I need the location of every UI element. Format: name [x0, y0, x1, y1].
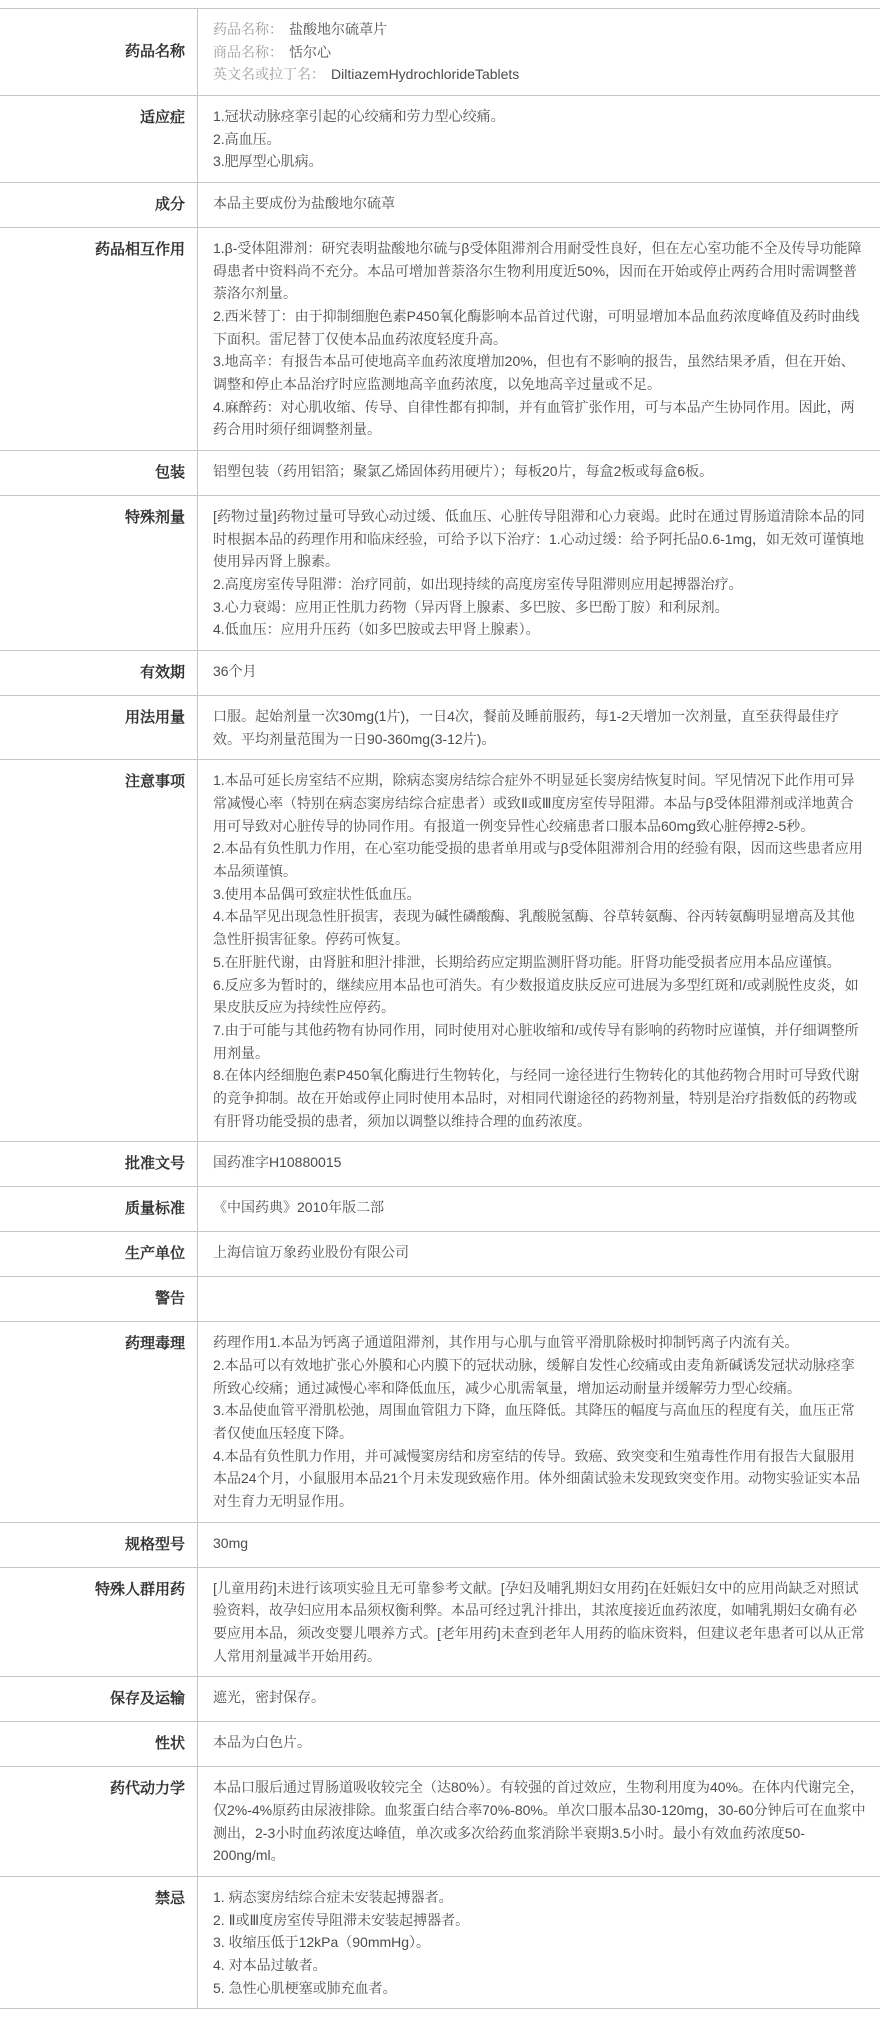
- paragraph: 3.地高辛：有报告本品可使地高辛血药浓度增加20%，但也有不影响的报告，虽然结果矛盾，但在开始、调整和停止本品治疗时应监测地高辛血药浓度，以免地高辛过量或不足。: [213, 350, 866, 395]
- row-label-warning: 警告: [0, 1277, 198, 1322]
- paragraph: 36个月: [213, 660, 866, 683]
- row-label-drug-interactions: 药品相互作用: [0, 228, 198, 451]
- row-label-special-dosage: 特殊剂量: [0, 496, 198, 651]
- row-content-special-dosage: [198, 496, 880, 651]
- field-value: DiltiazemHydrochlorideTablets: [331, 66, 519, 82]
- field-key: 药品名称：: [213, 21, 283, 37]
- row-content-packaging: [198, 451, 880, 496]
- paragraph: 1.本品可延长房室结不应期，除病态窦房结综合症外不明显延长窦房结恢复时间。罕见情况下此作用可异常减慢心率（特别在病态窦房结综合症患者）或致Ⅱ或Ⅲ度房室传导阻滞。本品与β受体阻滞剂或洋地黄合用可导致对心脏传导的协同作用。有报道一例变异性心绞痛患者口服本品60mg致心脏停搏2-5秒。: [213, 769, 866, 837]
- table-row-precautions: [0, 760, 880, 1142]
- row-content-drug-interactions: [198, 228, 880, 451]
- table-row-manufacturer: [0, 1232, 880, 1277]
- table-row-quality-standard: [0, 1187, 880, 1232]
- paragraph: 2. Ⅱ或Ⅲ度房室传导阻滞未安装起搏器者。: [213, 1909, 866, 1932]
- row-label-packaging: 包装: [0, 451, 198, 496]
- field-line-drug-name-2: [213, 63, 866, 86]
- paragraph: 药理作用1.本品为钙离子通道阻滞剂，其作用与心肌与血管平滑肌除极时抑制钙离子内流有关。: [213, 1331, 866, 1354]
- paragraph: 3.本品使血管平滑肌松弛，周围血管阻力下降，血压降低。其降压的幅度与高血压的程度有关，血压正常者仅使血压轻度下降。: [213, 1399, 866, 1444]
- paragraph: 6.反应多为暂时的，继续应用本品也可消失。有少数报道皮肤反应可进展为多型红斑和/或剥脱性皮炎，如果皮肤反应为持续性应停药。: [213, 974, 866, 1019]
- paragraph: 本品为白色片。: [213, 1731, 866, 1754]
- paragraph: 国药准字H10880015: [213, 1151, 866, 1174]
- table-row-specification: [0, 1522, 880, 1567]
- table-row-drug-interactions: [0, 228, 880, 451]
- table-row-special-dosage: [0, 496, 880, 651]
- paragraph: 5.在肝脏代谢，由肾脏和胆汁排泄，长期给药应定期监测肝肾功能。肝肾功能受损者应用本品应谨慎。: [213, 951, 866, 974]
- field-line-drug-name-1: [213, 41, 866, 64]
- table-row-dosage-usage: [0, 696, 880, 760]
- field-key: 英文名或拉丁名：: [213, 66, 325, 82]
- field-key: 商品名称：: [213, 44, 283, 60]
- paragraph: [药物过量]药物过量可导致心动过缓、低血压、心脏传导阻滞和心力衰竭。此时在通过胃肠道清除本品的同时根据本品的药理作用和临床经验，可给予以下治疗：1.心动过缓：给予阿托品0.6-1mg，如无效可谨慎地使用异丙肾上腺素。: [213, 505, 866, 573]
- row-label-precautions: 注意事项: [0, 760, 198, 1142]
- row-label-drug-name: 药品名称: [0, 9, 198, 96]
- row-content-validity-period: [198, 651, 880, 696]
- row-label-special-populations: 特殊人群用药: [0, 1567, 198, 1677]
- row-label-pharmacology-toxicology: 药理毒理: [0, 1322, 198, 1522]
- field-value: 恬尔心: [289, 44, 331, 60]
- row-label-composition: 成分: [0, 183, 198, 228]
- row-label-validity-period: 有效期: [0, 651, 198, 696]
- field-line-drug-name-0: [213, 18, 866, 41]
- row-label-specification: 规格型号: [0, 1522, 198, 1567]
- paragraph: 2.本品有负性肌力作用，在心室功能受损的患者单用或与β受体阻滞剂合用的经验有限，因而这些患者应用本品须谨慎。: [213, 837, 866, 882]
- table-row-contraindications: [0, 1876, 880, 2008]
- row-content-warning: [198, 1277, 880, 1322]
- row-content-manufacturer: [198, 1232, 880, 1277]
- table-row-drug-name: [0, 9, 880, 96]
- paragraph: 铝塑包装（药用铝箔；聚氯乙烯固体药用硬片）；每板20片，每盒2板或每盒6板。: [213, 460, 866, 483]
- paragraph: 1.冠状动脉痉挛引起的心绞痛和劳力型心绞痛。: [213, 105, 866, 128]
- row-content-composition: [198, 183, 880, 228]
- row-content-pharmacokinetics: [198, 1767, 880, 1877]
- paragraph: 遮光，密封保存。: [213, 1686, 866, 1709]
- paragraph: 8.在体内经细胞色素P450氧化酶进行生物转化，与经同一途径进行生物转化的其他药物合用时可导致代谢的竞争抑制。故在开始或停止同时使用本品时，对相同代谢途径的药物剂量，特别是治疗指数低的药物或有肝肾功能受损的患者，须加以调整以维持合理的血药浓度。: [213, 1064, 866, 1132]
- paragraph: 4.低血压：应用升压药（如多巴胺或去甲肾上腺素）。: [213, 618, 866, 641]
- paragraph: 5. 急性心肌梗塞或肺充血者。: [213, 1977, 866, 2000]
- row-label-indications: 适应症: [0, 96, 198, 183]
- paragraph: 《中国药典》2010年版二部: [213, 1196, 866, 1219]
- row-label-storage-transport: 保存及运输: [0, 1677, 198, 1722]
- drug-info-table: [0, 8, 880, 2009]
- table-row-storage-transport: [0, 1677, 880, 1722]
- table-row-pharmacokinetics: [0, 1767, 880, 1877]
- paragraph: 4.麻醉药：对心肌收缩、传导、自律性都有抑制，并有血管扩张作用，可与本品产生协同作用。因此，两药合用时须仔细调整剂量。: [213, 396, 866, 441]
- table-row-validity-period: [0, 651, 880, 696]
- row-label-contraindications: 禁忌: [0, 1876, 198, 2008]
- row-content-pharmacology-toxicology: [198, 1322, 880, 1522]
- paragraph: 4. 对本品过敏者。: [213, 1954, 866, 1977]
- row-content-quality-standard: [198, 1187, 880, 1232]
- paragraph: 2.本品可以有效地扩张心外膜和心内膜下的冠状动脉，缓解自发性心绞痛或由麦角新碱诱发冠状动脉痉挛所致心绞痛；通过减慢心率和降低血压，减少心肌需氧量，增加运动耐量并缓解劳力型心绞痛。: [213, 1354, 866, 1399]
- paragraph: 3.肥厚型心肌病。: [213, 150, 866, 173]
- row-label-pharmacokinetics: 药代动力学: [0, 1767, 198, 1877]
- table-row-special-populations: [0, 1567, 880, 1677]
- paragraph: 3. 收缩压低于12kPa（90mmHg）。: [213, 1931, 866, 1954]
- row-content-indications: [198, 96, 880, 183]
- row-content-storage-transport: [198, 1677, 880, 1722]
- row-content-appearance: [198, 1722, 880, 1767]
- table-row-composition: [0, 183, 880, 228]
- field-value: 盐酸地尔硫䓬片: [289, 21, 387, 37]
- paragraph: 4.本品罕见出现急性肝损害，表现为碱性磷酸酶、乳酸脱氢酶、谷草转氨酶、谷丙转氨酶明显增高及其他急性肝损害征象。停药可恢复。: [213, 905, 866, 950]
- drug-info-table-body: [0, 9, 880, 2009]
- paragraph: [儿童用药]未进行该项实验且无可靠参考文献。[孕妇及哺乳期妇女用药]在妊娠妇女中的应用尚缺乏对照试验资料，故孕妇应用本品须权衡利弊。本品可经过乳汁排出，其浓度接近血药浓度，如哺乳期妇女确有必要应用本品，须改变婴儿喂养方式。[老年用药]未查到老年人用药的临床资料，但建议老年患者可以从正常人常用剂量减半开始用药。: [213, 1577, 866, 1668]
- paragraph: 3.使用本品偶可致症状性低血压。: [213, 883, 866, 906]
- row-label-appearance: 性状: [0, 1722, 198, 1767]
- paragraph: 3.心力衰竭：应用正性肌力药物（异丙肾上腺素、多巴胺、多巴酚丁胺）和利尿剂。: [213, 596, 866, 619]
- row-label-quality-standard: 质量标准: [0, 1187, 198, 1232]
- table-row-warning: [0, 1277, 880, 1322]
- paragraph: 4.本品有负性肌力作用，并可减慢窦房结和房室结的传导。致癌、致突变和生殖毒性作用有报告大鼠服用本品24个月，小鼠服用本品21个月未发现致癌作用。体外细菌试验未发现致突变作用。动物实验证实本品对生育力无明显作用。: [213, 1445, 866, 1513]
- paragraph: 上海信谊万象药业股份有限公司: [213, 1241, 866, 1264]
- paragraph: 本品主要成份为盐酸地尔硫䓬: [213, 192, 866, 215]
- table-row-pharmacology-toxicology: [0, 1322, 880, 1522]
- row-label-dosage-usage: 用法用量: [0, 696, 198, 760]
- row-content-drug-name: [198, 9, 880, 96]
- row-content-specification: [198, 1522, 880, 1567]
- table-row-packaging: [0, 451, 880, 496]
- paragraph: 口服。起始剂量一次30mg(1片)，一日4次，餐前及睡前服药，每1-2天增加一次剂量，直至获得最佳疗效。平均剂量范围为一日90-360mg(3-12片)。: [213, 705, 866, 750]
- paragraph: 7.由于可能与其他药物有协同作用，同时使用对心脏收缩和/或传导有影响的药物时应谨慎，并仔细调整所用剂量。: [213, 1019, 866, 1064]
- paragraph: 30mg: [213, 1532, 866, 1555]
- row-content-special-populations: [198, 1567, 880, 1677]
- table-row-indications: [0, 96, 880, 183]
- paragraph: 2.西米替丁：由于抑制细胞色素P450氧化酶影响本品首过代谢，可明显增加本品血药浓度峰值及药时曲线下面积。雷尼替丁仅使本品血药浓度轻度升高。: [213, 305, 866, 350]
- row-content-contraindications: [198, 1876, 880, 2008]
- paragraph: 2.高度房室传导阻滞：治疗同前，如出现持续的高度房室传导阻滞则应用起搏器治疗。: [213, 573, 866, 596]
- row-content-dosage-usage: [198, 696, 880, 760]
- row-content-precautions: [198, 760, 880, 1142]
- row-label-approval-number: 批准文号: [0, 1142, 198, 1187]
- paragraph: 1.β-受体阻滞剂：研究表明盐酸地尔硫与β受体阻滞剂合用耐受性良好，但在左心室功能不全及传导功能障碍患者中资料尚不充分。本品可增加普萘洛尔生物利用度近50%，因而在开始或停止两药合用时需调整普萘洛尔剂量。: [213, 237, 866, 305]
- row-label-manufacturer: 生产单位: [0, 1232, 198, 1277]
- paragraph: 1. 病态窦房结综合症未安装起搏器者。: [213, 1886, 866, 1909]
- row-content-approval-number: [198, 1142, 880, 1187]
- paragraph: 本品口服后通过胃肠道吸收较完全（达80%）。有较强的首过效应，生物利用度为40%。在体内代谢完全，仅2%-4%原药由尿液排除。血浆蛋白结合率70%-80%。单次口服本品30-120mg，30-60分钟后可在血浆中测出，2-3小时血药浓度达峰值，单次或多次给药血浆消除半衰期3.5小时。最小有效血药浓度50-200ng/ml。: [213, 1776, 866, 1867]
- table-row-appearance: [0, 1722, 880, 1767]
- table-row-approval-number: [0, 1142, 880, 1187]
- paragraph: 2.高血压。: [213, 128, 866, 151]
